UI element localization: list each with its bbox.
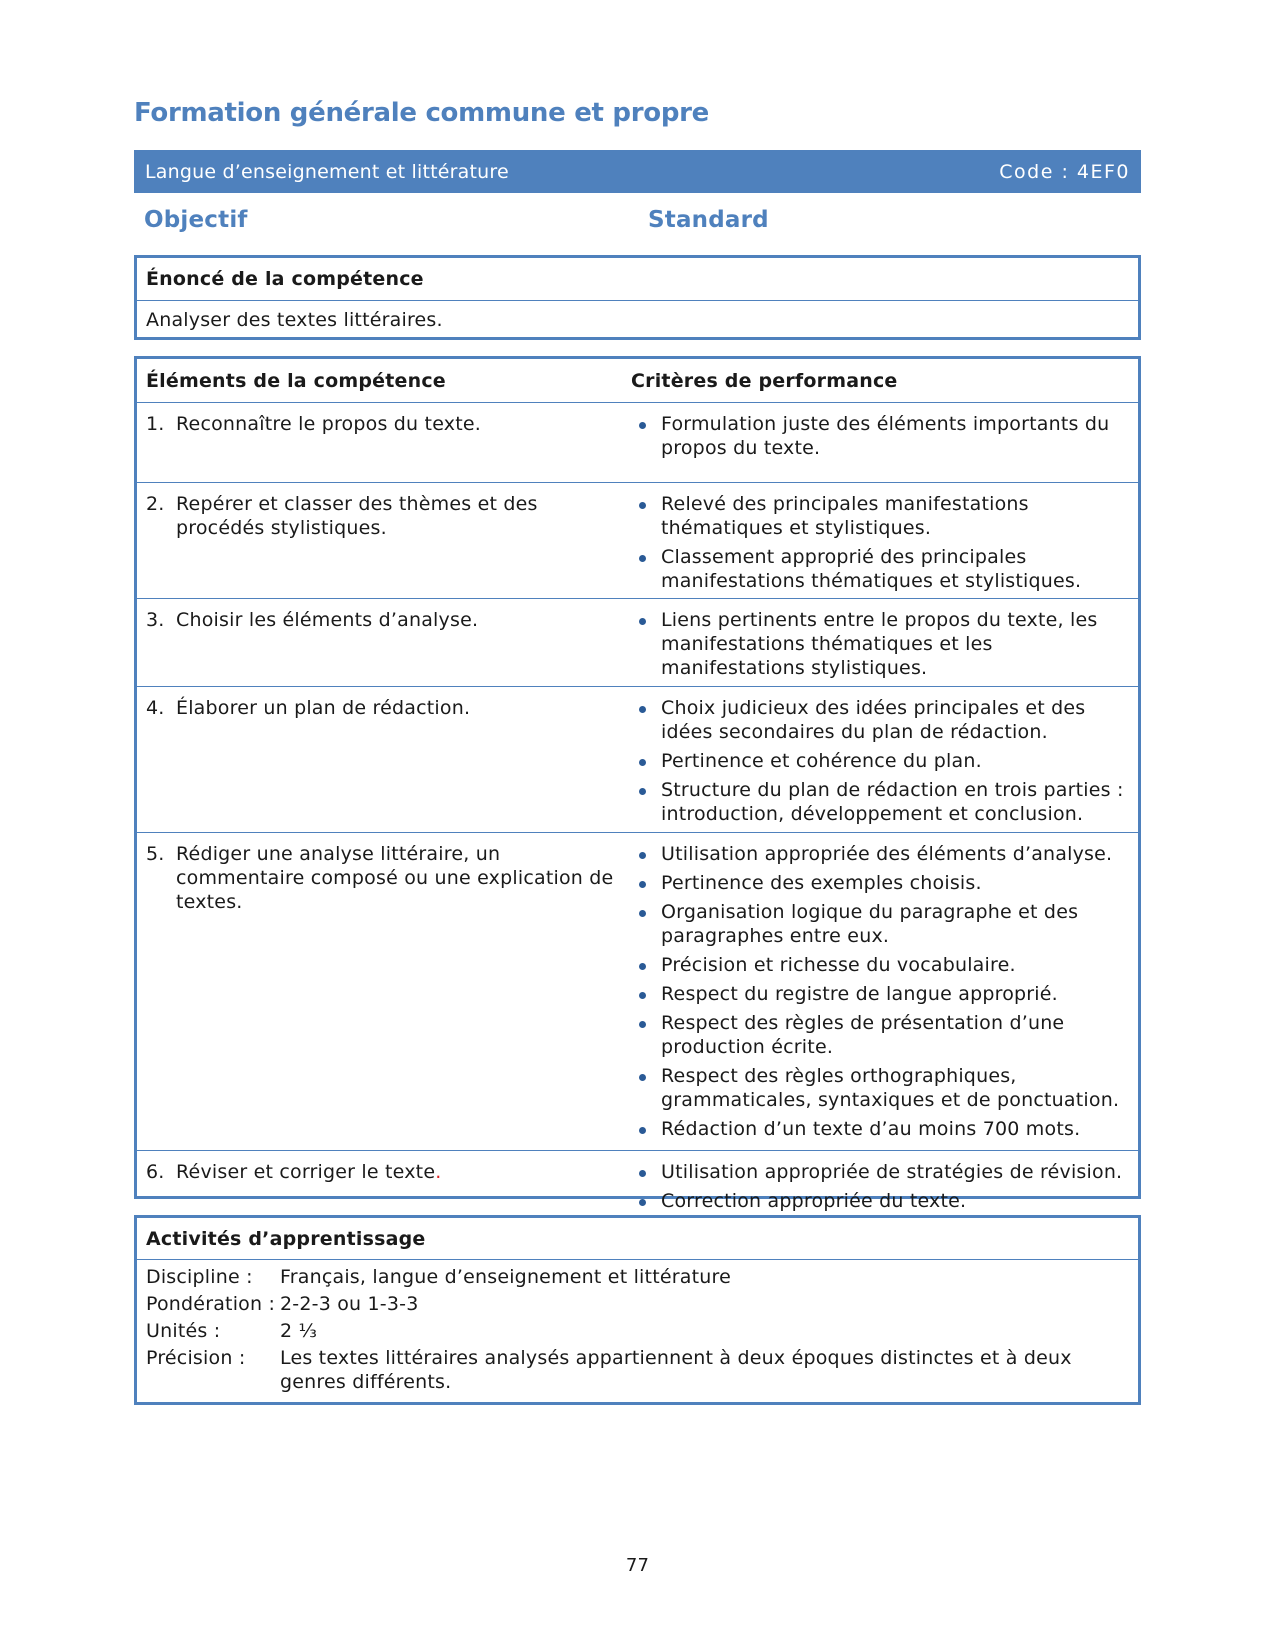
bullet-icon — [631, 953, 661, 977]
element-item — [146, 608, 618, 632]
col-header-criteres: Critères de performance — [631, 370, 898, 392]
field-unites — [137, 1318, 1138, 1345]
col-header-elements: Éléments de la compétence — [146, 370, 446, 392]
activites-header: Activités d’apprentissage — [146, 1228, 426, 1250]
table-row — [137, 482, 1138, 598]
course-subject: Langue d’enseignement et littérature — [145, 160, 509, 183]
field-ponderation — [137, 1291, 1138, 1318]
table-row — [137, 1150, 1138, 1221]
criteria-list — [631, 696, 1130, 826]
activites-fields — [137, 1259, 1138, 1394]
bullet-icon — [631, 545, 661, 593]
criteria-item: Structure du plan de rédaction en trois parties : introduction, développement et conclusion. — [631, 778, 1130, 826]
bullet-icon — [631, 1189, 661, 1213]
enonce-text: Analyser des textes littéraires. — [137, 300, 1138, 340]
element-number: 3. — [146, 609, 165, 631]
element-number: 2. — [146, 493, 165, 515]
criteria-item: Organisation logique du paragraphe et des paragraphes entre eux. — [631, 900, 1130, 948]
element-number: 6. — [146, 1161, 165, 1183]
bullet-icon — [631, 608, 661, 680]
element-item — [146, 842, 618, 914]
enonce-header: Énoncé de la compétence — [146, 268, 424, 290]
bullet-icon — [631, 1011, 661, 1059]
criteria-item: Précision et richesse du vocabulaire. — [631, 953, 1130, 977]
criteria-list — [631, 492, 1130, 593]
standard-heading: Standard — [648, 207, 769, 233]
table-row — [137, 598, 1138, 686]
field-precision — [137, 1345, 1138, 1394]
criteria-item: Respect du registre de langue approprié. — [631, 982, 1130, 1006]
criteria-item: Relevé des principales manifestations thématiques et stylistiques. — [631, 492, 1130, 540]
field-label: Précision : — [146, 1347, 246, 1369]
bullet-icon — [631, 900, 661, 948]
element-text: Rédiger une analyse littéraire, un commentaire composé ou une explication de textes. — [176, 843, 614, 913]
bullet-icon — [631, 696, 661, 744]
criteria-item: Correction appropriée du texte. — [631, 1189, 1130, 1213]
table-row — [137, 402, 1138, 482]
criteria-item: Pertinence des exemples choisis. — [631, 871, 1130, 895]
bullet-icon — [631, 778, 661, 826]
enonce-box — [134, 255, 1141, 340]
element-number: 4. — [146, 697, 165, 719]
elements-table-header — [137, 359, 1138, 402]
table-row — [137, 686, 1138, 832]
bullet-icon — [631, 1064, 661, 1112]
page-number: 77 — [625, 1555, 650, 1576]
element-item — [146, 1160, 618, 1184]
element-text: Choisir les éléments d’analyse. — [176, 609, 479, 631]
bullet-icon — [631, 492, 661, 540]
table-row — [137, 832, 1138, 1150]
criteria-item: Rédaction d’un texte d’au moins 700 mots. — [631, 1117, 1130, 1141]
element-text: Repérer et classer des thèmes et des procédés stylistiques. — [176, 493, 538, 539]
criteria-list — [631, 842, 1130, 1141]
element-item — [146, 696, 618, 720]
criteria-list — [631, 412, 1130, 460]
activites-box — [134, 1215, 1141, 1405]
criteria-item: Utilisation appropriée des éléments d’analyse. — [631, 842, 1130, 866]
field-label: Discipline : — [146, 1266, 253, 1288]
criteria-item: Respect des règles de présentation d’une production écrite. — [631, 1011, 1130, 1059]
field-value: Les textes littéraires analysés appartiennent à deux époques distinctes et à deux genres différents. — [280, 1347, 1072, 1393]
element-text: Réviser et corriger le texte. — [176, 1161, 442, 1183]
criteria-item: Pertinence et cohérence du plan. — [631, 749, 1130, 773]
criteria-list — [631, 608, 1130, 680]
field-value: 2-2-3 ou 1-3-3 — [280, 1293, 419, 1315]
criteria-item: Liens pertinents entre le propos du texte, les manifestations thématiques et les manifestations stylistiques. — [631, 608, 1130, 680]
field-value: 2 ⅓ — [280, 1320, 318, 1342]
bullet-icon — [631, 982, 661, 1006]
red-period-mark: . — [435, 1161, 442, 1183]
criteria-item: Respect des règles orthographiques, grammaticales, syntaxiques et de ponctuation. — [631, 1064, 1130, 1112]
element-item — [146, 492, 618, 540]
elements-table — [134, 356, 1141, 1212]
field-label: Unités : — [146, 1320, 221, 1342]
criteria-list — [631, 1160, 1130, 1213]
criteria-item: Utilisation appropriée de stratégies de révision. — [631, 1160, 1130, 1184]
element-text: Reconnaître le propos du texte. — [176, 413, 481, 435]
bullet-icon — [631, 1117, 661, 1141]
bullet-icon — [631, 871, 661, 895]
objectif-heading: Objectif — [144, 207, 248, 233]
element-text: Élaborer un plan de rédaction. — [176, 697, 471, 719]
field-label: Pondération : — [146, 1293, 276, 1315]
field-discipline — [137, 1264, 1138, 1291]
page-title: Formation générale commune et propre — [134, 98, 709, 128]
field-value: Français, langue d’enseignement et littérature — [280, 1266, 731, 1288]
element-number: 1. — [146, 413, 165, 435]
element-item — [146, 412, 618, 436]
bullet-icon — [631, 842, 661, 866]
course-code: Code : 4EF0 — [999, 160, 1130, 183]
bullet-icon — [631, 1160, 661, 1184]
criteria-item: Formulation juste des éléments importants du propos du texte. — [631, 412, 1130, 460]
course-bar — [134, 150, 1141, 193]
bullet-icon — [631, 749, 661, 773]
criteria-item: Classement approprié des principales manifestations thématiques et stylistiques. — [631, 545, 1130, 593]
element-number: 5. — [146, 843, 165, 865]
bullet-icon — [631, 412, 661, 460]
criteria-item: Choix judicieux des idées principales et des idées secondaires du plan de rédaction. — [631, 696, 1130, 744]
